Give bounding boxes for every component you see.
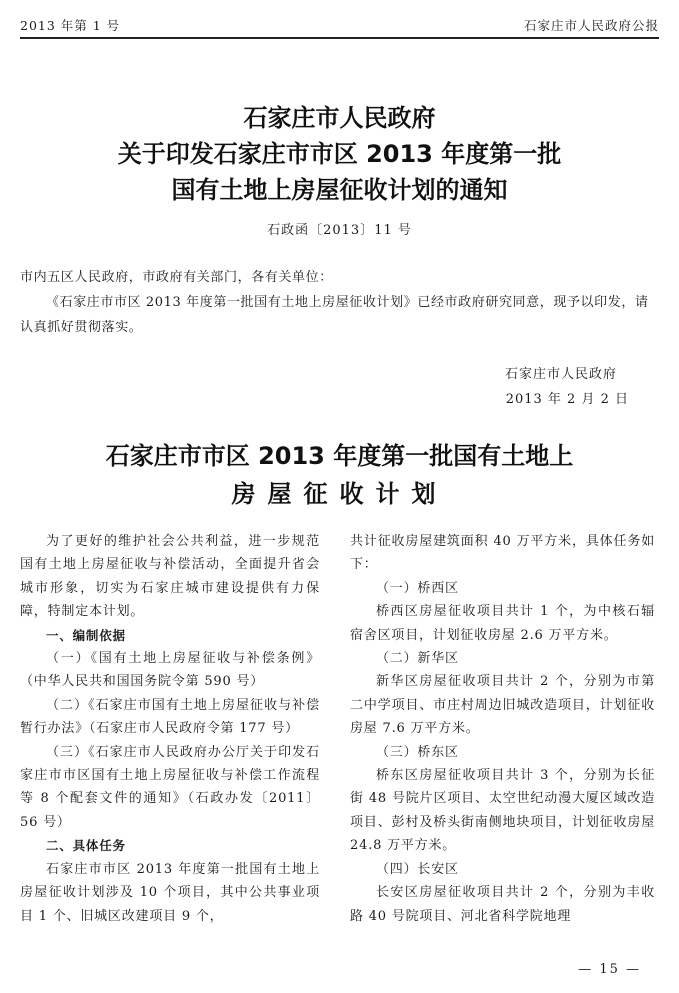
- recipients: 市内五区人民政府，市政府有关部门，各有关单位：: [20, 270, 333, 285]
- issue-label: 2013 年第 1 号: [20, 18, 121, 33]
- paragraph: 新华区房屋征收项目共计 2 个，分别为市第二中学项目、市庄村周边旧城改造项目，计划征收房屋 7.6 万平方米。: [350, 674, 655, 737]
- plan-title-line-1: 石家庄市市区 2013 年度第一批国有土地上: [105, 442, 574, 470]
- gazette-name: 石家庄市人民政府公报: [523, 18, 659, 33]
- signature-org: 石家庄市人民政府: [504, 367, 617, 382]
- signature: [505, 362, 629, 412]
- notice-title-line-1: 石家庄市人民政府: [243, 104, 436, 132]
- section-heading: 二、具体任务: [46, 838, 126, 854]
- page-number: — 15 —: [578, 962, 641, 977]
- notice-title-line-3: 国有土地上房屋征收计划的通知: [171, 176, 508, 204]
- district-heading: （四）长安区: [376, 861, 459, 877]
- notice-title-line-2: 关于印发石家庄市市区 2013 年度第一批: [117, 140, 562, 168]
- paragraph: 桥西区房屋征收项目共计 1 个，为中核石辐宿舍区项目，计划征收房屋 2.6 万平方米。: [350, 604, 655, 643]
- right-column: [350, 530, 655, 928]
- paragraph: 为了更好的维护社会公共利益，进一步规范国有土地上房屋征收与补偿活动，全面提升省会城市形象，切实为石家庄城市建设提供有力保障，特制定本计划。: [20, 534, 320, 620]
- paragraph: （一）《国有土地上房屋征收与补偿条例》（中华人民共和国国务院令第 590 号）: [20, 651, 320, 690]
- district-heading: （一）桥西区: [376, 580, 459, 596]
- notice-body: [20, 265, 655, 340]
- running-header: [20, 10, 659, 39]
- plan-title-line-2: 房屋征收计划: [231, 480, 448, 508]
- notice-paragraph: 《石家庄市市区 2013 年度第一批国有土地上房屋征收计划》已经市政府研究同意，现予以印发，请认真抓好贯彻落实。: [20, 295, 649, 335]
- paragraph: 共计征收房屋建筑面积 40 万平方米，具体任务如下：: [350, 534, 655, 573]
- document-number: 石政函〔2013〕11 号: [267, 223, 412, 238]
- signature-date: 2013 年 2 月 2 日: [505, 392, 629, 407]
- district-heading: （三）桥东区: [376, 744, 459, 760]
- paragraph: 桥东区房屋征收项目共计 3 个，分别为长征街 48 号院片区项目、太空世纪动漫大厦区域改造项目、彭村及桥头街南侧地块项目，计划征收房屋 24.8 万平方米。: [350, 768, 655, 854]
- left-column: [20, 530, 320, 928]
- plan-title: [0, 437, 679, 513]
- paragraph: 石家庄市市区 2013 年度第一批国有土地上房屋征收计划涉及 10 个项目，其中公共事业项目 1 个、旧城区改建项目 9 个，: [20, 861, 320, 924]
- notice-title: [0, 100, 679, 208]
- paragraph: 长安区房屋征收项目共计 2 个，分别为丰收路 40 号院项目、河北省科学院地理: [350, 885, 655, 924]
- paragraph: （三）《石家庄市人民政府办公厅关于印发石家庄市市区国有土地上房屋征收与补偿工作流程等 8 个配套文件的通知》（石政办发〔2011〕56 号）: [20, 744, 320, 830]
- district-heading: （二）新华区: [376, 651, 459, 667]
- section-heading: 一、编制依据: [46, 627, 126, 643]
- paragraph: （二）《石家庄市国有土地上房屋征收与补偿暂行办法》（石家庄市人民政府令第 177 号）: [20, 697, 320, 737]
